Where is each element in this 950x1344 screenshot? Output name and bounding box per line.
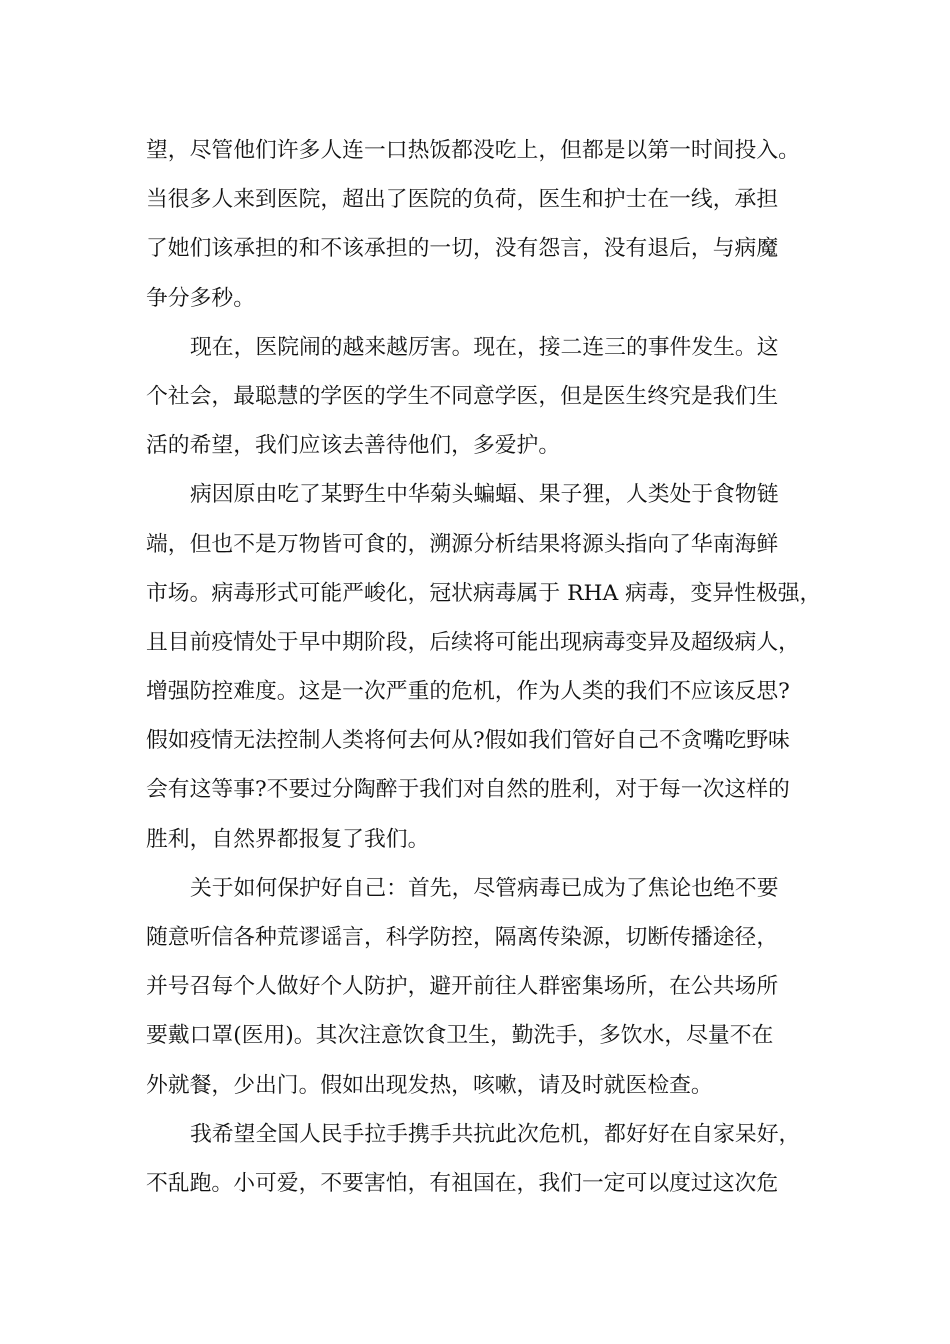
text-line: 要戴口罩(医用)。其次注意饮食卫生，勤洗手，多饮水，尽量不在 bbox=[146, 1023, 774, 1049]
paragraph-4 bbox=[146, 864, 806, 1110]
text-line: 并号召每个人做好个人防护，避开前往人群密集场所，在公共场所 bbox=[146, 974, 779, 1000]
text-line: 现在，医院闹的越来越厉害。现在，接二连三的事件发生。这 bbox=[190, 334, 779, 360]
document-body bbox=[146, 126, 822, 1208]
text-line: 望，尽管他们许多人连一口热饭都没吃上，但都是以第一时间投入。 bbox=[146, 138, 800, 163]
text-line: 活的希望，我们应该去善待他们，多爱护。 bbox=[146, 433, 561, 459]
text-line: 端，但也不是万物皆可食的，溯源分析结果将源头指向了华南海鲜 bbox=[146, 531, 779, 557]
paragraph-1 bbox=[146, 126, 806, 323]
paragraph-5 bbox=[146, 1110, 806, 1208]
text-line: 市场。病毒形式可能严峻化，冠状病毒属于 RHA 病毒，变异性极强， bbox=[146, 580, 822, 606]
paragraph-2 bbox=[146, 323, 806, 471]
text-line: 不乱跑。小可爱，不要害怕，有祖国在，我们一定可以度过这次危 bbox=[146, 1170, 779, 1196]
text-line: 增强防控难度。这是一次严重的危机，作为人类的我们不应该反思? bbox=[146, 679, 790, 705]
text-line: 胜利，自然界都报复了我们。 bbox=[146, 826, 430, 852]
text-line: 个社会，最聪慧的学医的学生不同意学医，但是医生终究是我们生 bbox=[146, 383, 779, 409]
text-line: 病因原由吃了某野生中华菊头蝙蝠、果子狸，人类处于食物链 bbox=[190, 482, 779, 508]
text-line: 外就餐，少出门。假如出现发热，咳嗽，请及时就医检查。 bbox=[146, 1072, 713, 1098]
text-line: 争分多秒。 bbox=[146, 285, 255, 311]
text-line: 我希望全国人民手拉手携手共抗此次危机，都好好在自家呆好， bbox=[190, 1121, 801, 1147]
text-line: 假如疫情无法控制人类将何去何从?假如我们管好自己不贪嘴吃野味 bbox=[146, 728, 790, 754]
paragraph-3 bbox=[146, 470, 822, 864]
text-line: 会有这等事?不要过分陶醉于我们对自然的胜利，对于每一次这样的 bbox=[146, 777, 790, 803]
text-line: 随意听信各种荒谬谣言，科学防控，隔离传染源，切断传播途径， bbox=[146, 925, 779, 950]
text-line: 了她们该承担的和不该承担的一切，没有怨言，没有退后，与病魔 bbox=[146, 236, 779, 262]
text-line: 当很多人来到医院，超出了医院的负荷，医生和护士在一线，承担 bbox=[146, 187, 779, 213]
text-line: 且目前疫情处于早中期阶段，后续将可能出现病毒变异及超级病人， bbox=[146, 629, 800, 655]
text-line: 关于如何保护好自己：首先，尽管病毒已成为了焦论也绝不要 bbox=[190, 875, 779, 901]
